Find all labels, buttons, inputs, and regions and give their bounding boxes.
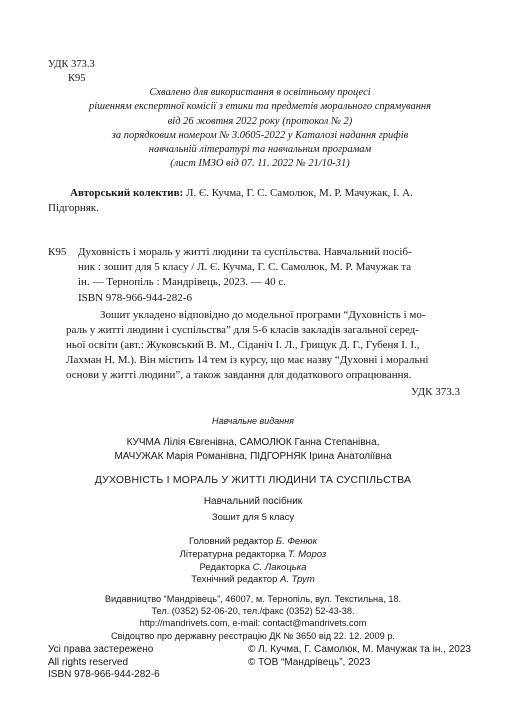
approval-line: (лист ІМЗО від 07. 11. 2022 № 21/10-31)	[170, 158, 350, 170]
author-names: Л. Є. Кучма, Г. С. Самолюк, М. Р. Мачужак, І. А. Підгорняк.	[48, 187, 413, 214]
editor-role: Технічний редактор	[191, 574, 278, 586]
editor-row	[0, 574, 506, 587]
approval-line: рішенням експертної комісії з етики та предметів морального спрямування	[88, 101, 432, 113]
book-title: ДУХОВНІСТЬ І МОРАЛЬ У ЖИТТІ ЛЮДИНИ ТА СУСПІЛЬСТВА	[94, 474, 412, 486]
editor-row	[0, 549, 506, 562]
publisher-line: Тел. (0352) 52-06-20, тел./факс (0352) 52-43-38.	[151, 606, 355, 617]
editor-row	[0, 536, 506, 549]
full-names-line: КУЧМА Лілія Євгенівна, САМОЛЮК Ганна Степанівна,	[126, 437, 380, 448]
annotation	[66, 308, 460, 383]
publisher-info	[0, 593, 506, 642]
editor-role: Літературна редакторка	[179, 548, 286, 560]
rights-line: ISBN 978-966-944-282-6	[48, 669, 160, 680]
approval-line: навчальній літературі та навчальним програмам	[148, 144, 372, 156]
publisher-line: Видавництво “Мандрівець”, 46007, м. Тернопіль, вул. Текстильна, 18.	[104, 594, 402, 604]
author-full-names	[0, 436, 506, 463]
author-team	[48, 186, 460, 216]
catalog-isbn: ISBN 978-966-944-282-6	[78, 292, 192, 304]
publisher-line: Свідоцтво про державну реєстрацію ДК № 3650 від 22. 12. 2009 р.	[111, 630, 395, 641]
editor-name: Т. Мороз	[288, 548, 327, 560]
editor-row	[0, 562, 506, 575]
catalog-udk: УДК 373.3	[410, 386, 460, 398]
editor-role: Головний редактор	[188, 536, 274, 547]
annotation-line: ньої освіти (авт.: Жуковський В. М., Сіданіч І. Л., Грищук Д. Г., Губеня І. І.,	[66, 339, 420, 351]
copyright-line: © Л. Кучма, Г. Самолюк, М. Мачужак та ін., 2023	[248, 644, 471, 655]
approval-line: від 26 жовтня 2022 року (протокол № 2)	[167, 115, 353, 127]
catalog-entry-line: ін. — Тернопіль : Мандрівець, 2023. — 40 с.	[78, 276, 287, 288]
approval-line: за порядковим номером № 3.0605-2022 у Каталозі надання грифів	[111, 129, 409, 141]
approval-notice	[60, 86, 460, 172]
rights-block	[48, 644, 160, 682]
annotation-line: Лахман Н. М.). Він містить 14 тем із курсу, що має назву “Духовні і моральні	[66, 354, 429, 366]
annotation-line: основи у житті людини”, а також завдання для додаткового опрацювання.	[66, 369, 412, 381]
catalog-entry-line: Духовність і мораль у житті людини та суспільства. Навчальний посіб-	[78, 246, 412, 258]
udk-block	[48, 58, 95, 86]
editor-name: Б. Фенюк	[275, 536, 318, 547]
book-grade: Зошит для 5 класу	[211, 512, 295, 523]
editor-name: А. Трут	[280, 574, 315, 586]
annotation-line: Зошит укладено відповідно до модельної програми “Духовність і мо-	[100, 309, 426, 321]
catalog-entry	[78, 245, 460, 290]
copyright-line: © ТОВ “Мандрівець”, 2023	[248, 656, 371, 668]
editor-name: С. Лакоцька	[252, 561, 307, 573]
edition-type: Навчальне видання	[212, 416, 294, 426]
publisher-line: http://mandrivets.com, e-mail: contact@mandrivets.com	[139, 618, 367, 629]
editor-role: Редакторка	[199, 561, 250, 573]
author-mark: К95	[68, 73, 86, 84]
annotation-line: раль у житті людини і суспільства” для 5-6 класів закладів загальної серед-	[66, 324, 419, 336]
full-names-line: МАЧУЖАК Марія Романівна, ПІДГОРНЯК Ірина Анатоліївна	[114, 450, 392, 462]
rights-line: All rights reserved	[48, 656, 129, 668]
approval-line: Схвалено для використання в освітньому процесі	[149, 87, 371, 98]
author-team-label: Авторський колектив:	[70, 187, 184, 199]
copyright-block	[248, 644, 471, 669]
udk-code: УДК 373.3	[48, 59, 95, 70]
rights-line: Усі права застережено	[48, 644, 154, 655]
catalog-code: К95	[48, 246, 67, 258]
catalog-entry-line: ник : зошит для 5 класу / Л. Є. Кучма, Г. С. Самолюк, М. Р. Мачужак та	[78, 261, 412, 273]
book-subtitle: Навчальний посібник	[203, 496, 303, 507]
editors-list	[0, 536, 506, 587]
